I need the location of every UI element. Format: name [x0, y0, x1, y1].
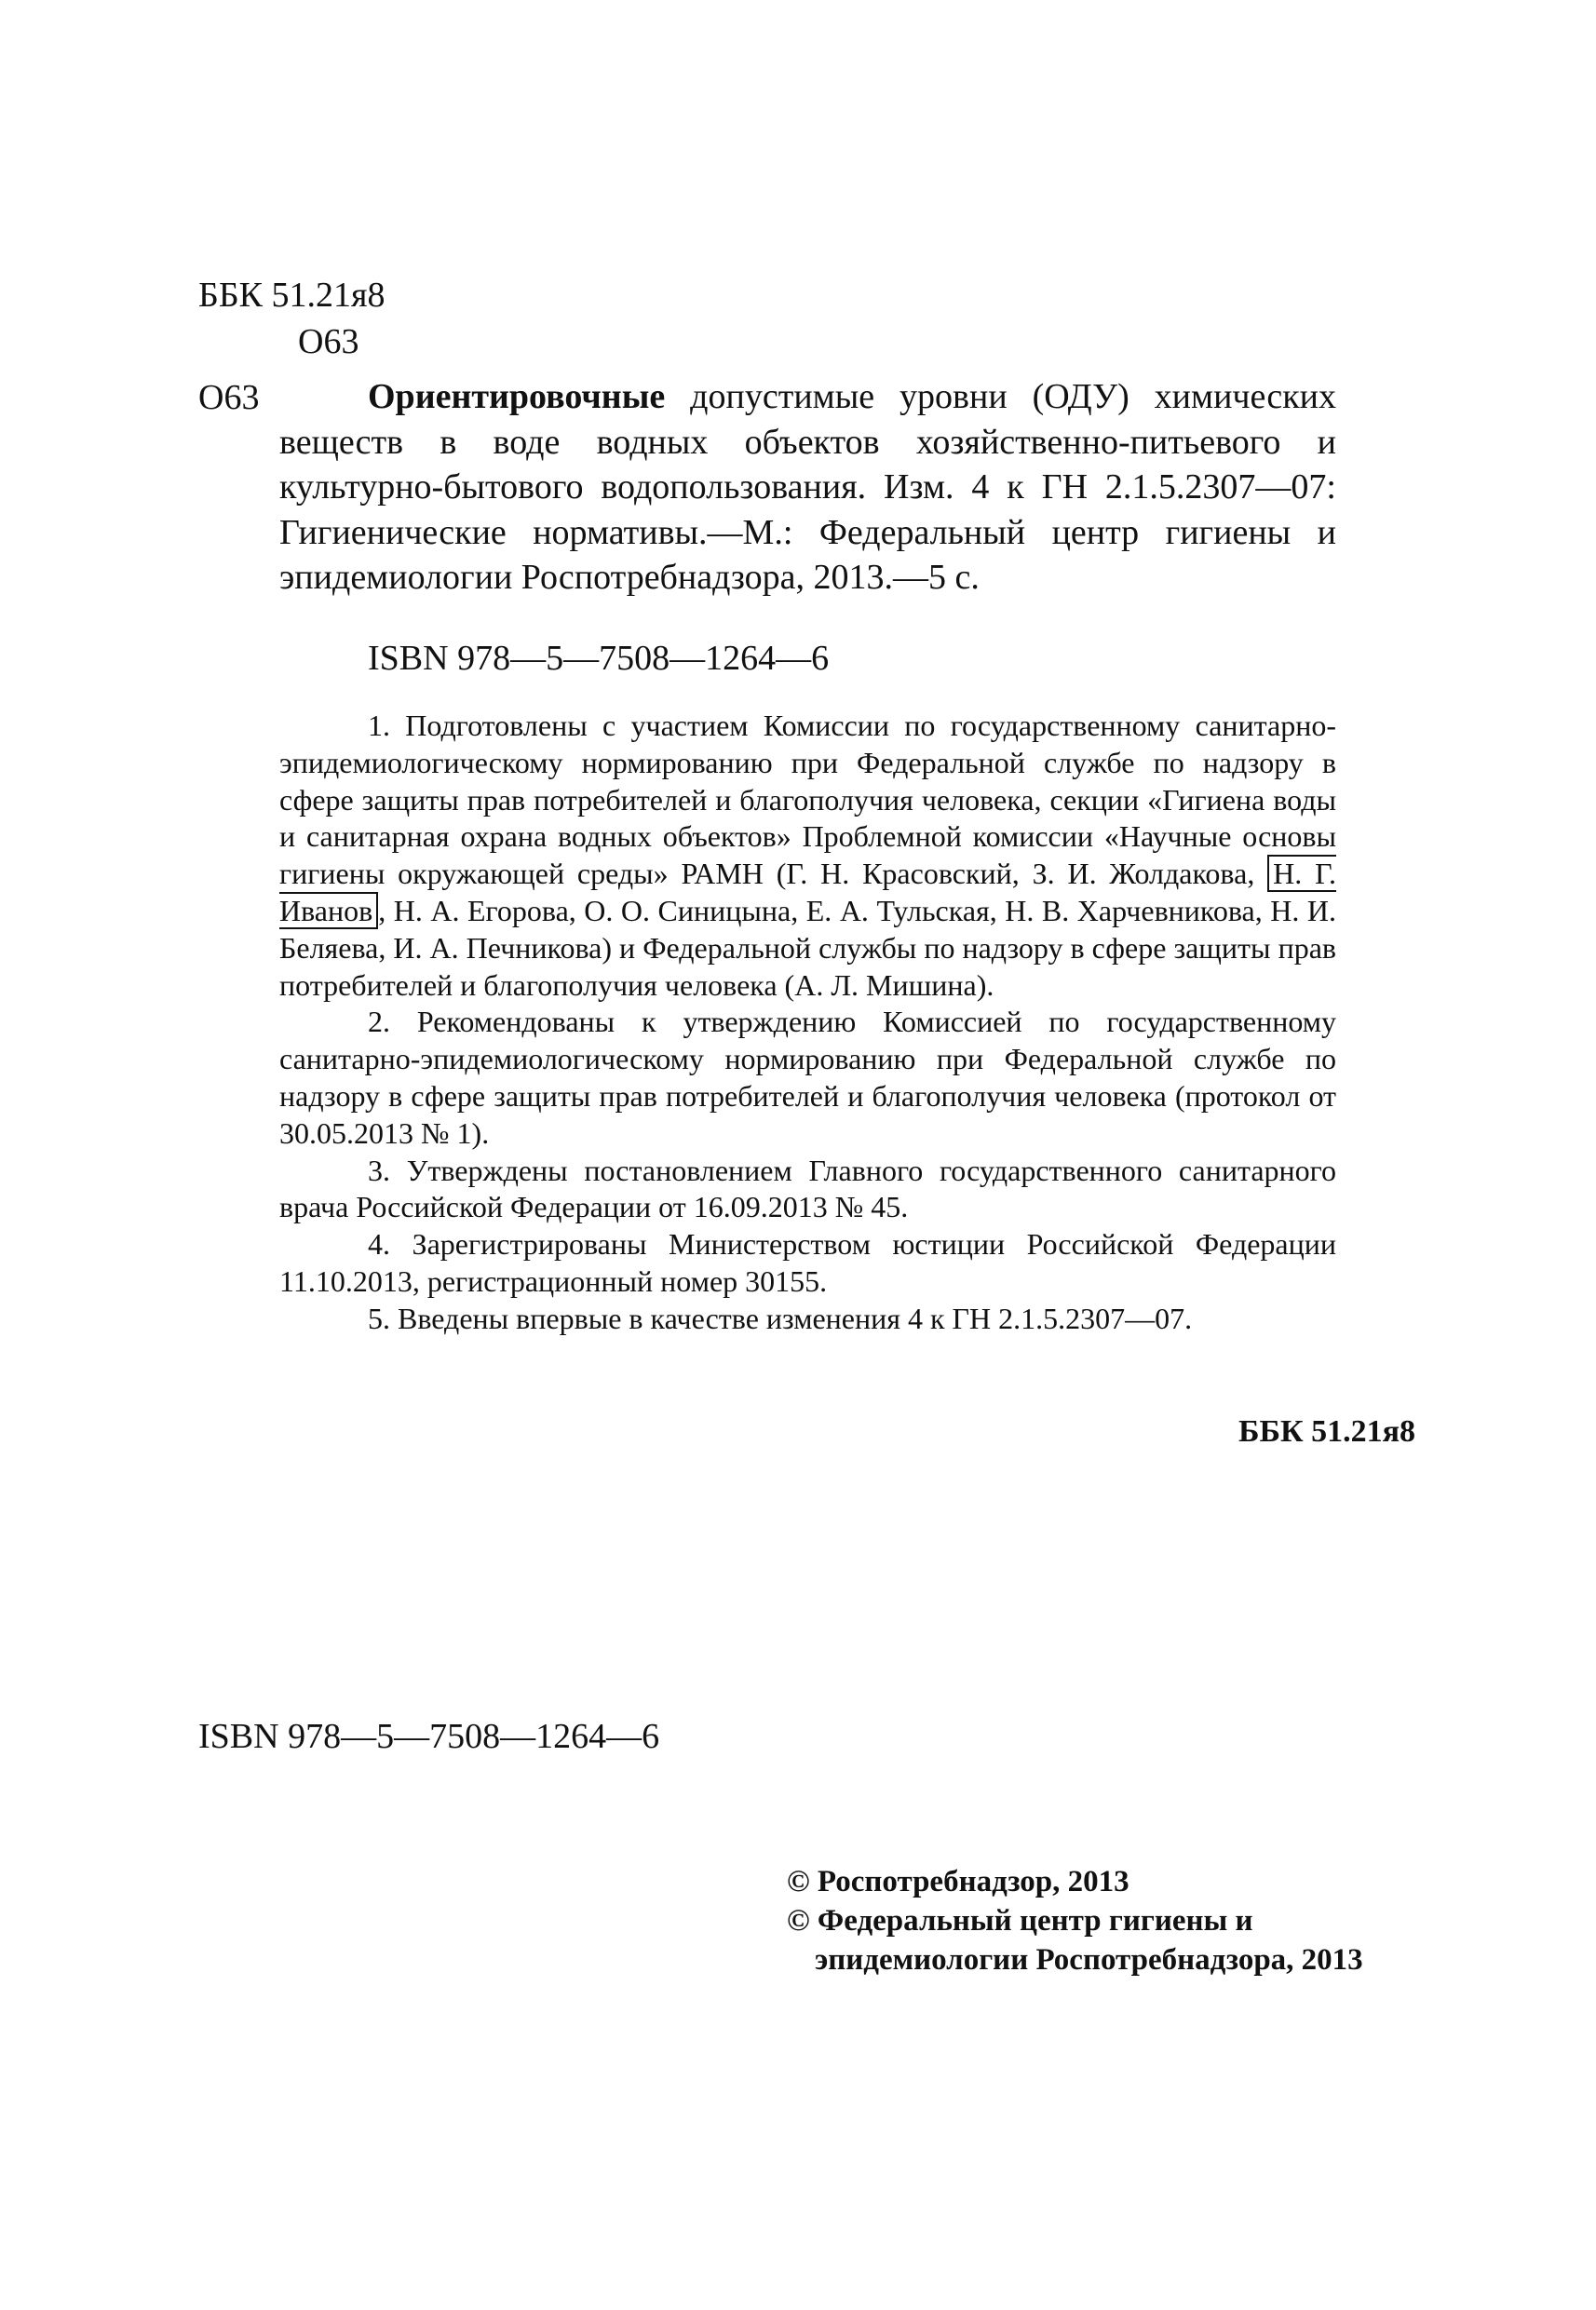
entry-isbn: ISBN 978—5—7508—1264—6: [368, 639, 830, 678]
note-3: 3. Утверждены постановлением Главного государственного санитарного врача Российской Федерации от 16.09.2013 № 45.: [279, 1153, 1336, 1224]
note-1-boxed-name: Н. Г. Иванов: [279, 857, 1336, 927]
note-5: 5. Введены впервые в качестве изменения 4 к ГН 2.1.5.2307—07.: [368, 1301, 1193, 1335]
isbn-bottom: ISBN 978—5—7508—1264—6: [198, 1717, 660, 1756]
bbk-code-right: ББК 51.21я8: [1238, 1414, 1416, 1449]
copyright-block: [787, 1862, 1363, 1979]
note-1: [279, 708, 1336, 1004]
note-1-text-before: 1. Подготовлены с участием Комиссии по государственному санитарно-эпидемиологическому нормированию при Федеральной службе по надзору в сфере защиты прав потребителей и благополучия человека, секции «Гигиена воды и санитарная охрана водных объектов» Проблемной комиссии «Научные основы гигиены окружающей среды» РАМН (Г. Н. Красовский, З. И. Жолдакова,: [279, 709, 1336, 891]
entry-author-mark: О63: [198, 378, 260, 417]
copyright-line-2: © Федеральный центр гигиены и: [787, 1904, 1253, 1938]
author-mark: О63: [298, 322, 359, 361]
note-1-text-after: , Н. А. Егорова, О. О. Синицына, Е. А. Тульская, Н. В. Харчевникова, Н. И. Беляева, И. А. Печникова) и Федеральной службы по надзору в сфере защиты прав потребителей и благополучия человека (А. Л. Мишина).: [279, 893, 1336, 1002]
bibliographic-entry: [279, 374, 1336, 601]
bbk-classification-code: ББК 51.21я8: [198, 276, 385, 315]
note-4: 4. Зарегистрированы Министерством юстиции Российской Федерации 11.10.2013, регистрационный номер 30155.: [279, 1227, 1336, 1298]
entry-title-rest: допустимые уровни (ОДУ) химических веществ в воде водных объектов хозяйственно-питьевого и культурно-бытового водопользования. Изм. 4 к ГН 2.1.5.2307—07: Гигиенические нормативы.—М.: Федеральный центр гигиены и эпидемиологии Роспотребнадзора, 2013.—5 с.: [279, 377, 1336, 597]
publication-notes: [279, 708, 1336, 1338]
copyright-line-3: эпидемиологии Роспотребнадзора, 2013: [815, 1943, 1363, 1977]
copyright-line-1: © Роспотребнадзор, 2013: [787, 1865, 1129, 1898]
note-2: 2. Рекомендованы к утверждению Комиссией по государственному санитарно-эпидемиологическому нормированию при Федеральной службе по надзору в сфере защиты прав потребителей и благополучия человека (протокол от 30.05.2013 № 1).: [279, 1005, 1336, 1150]
entry-title-bold: Ориентировочные: [368, 377, 666, 416]
